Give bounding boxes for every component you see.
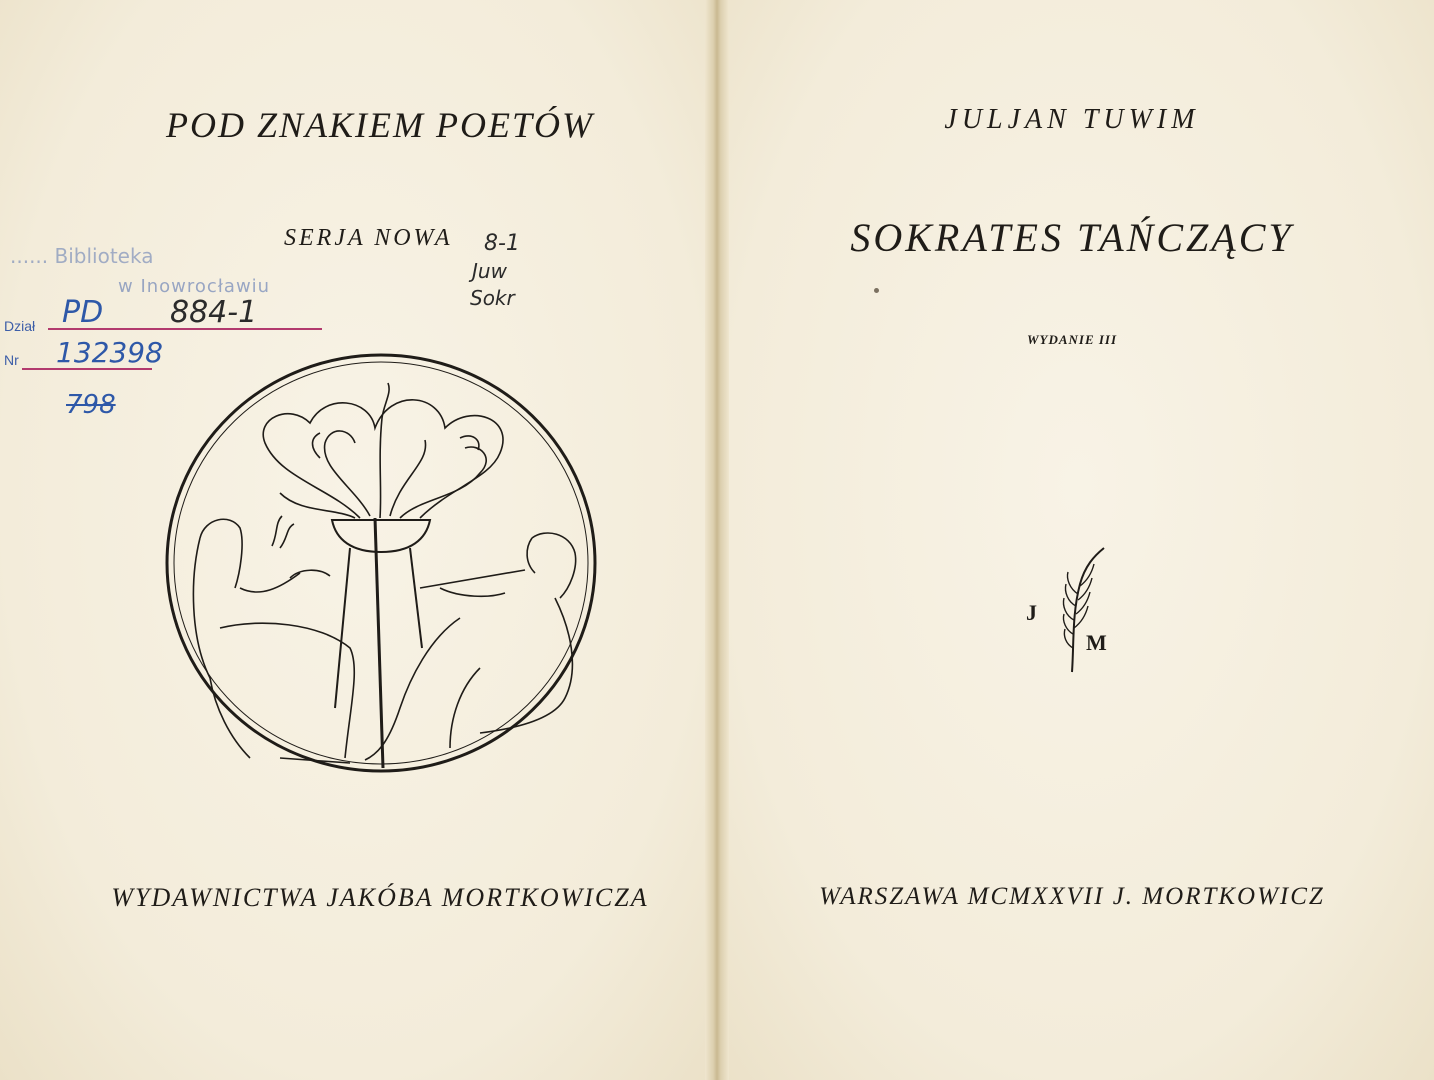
stamp-label-nr: Nr: [4, 352, 19, 368]
series-title: POD ZNAKIEM POETÓW: [166, 105, 594, 145]
shelf-mark-line-2: Sokr: [470, 286, 515, 310]
imprint: WARSZAWA MCMXXVII J. MORTKOWICZ: [819, 883, 1325, 910]
book-title: SOKRATES TAŃCZĄCY: [850, 215, 1294, 260]
series-number-handwritten: 8-1: [484, 231, 520, 256]
publisher-left: WYDAWNICTWA JAKÓBA MORTKOWICZA: [111, 883, 649, 912]
stamp-faded-line-1: ...... Biblioteka: [10, 244, 154, 268]
edition-label: WYDANIE III: [1026, 332, 1118, 347]
author-name: JULJAN TUWIM: [944, 104, 1200, 135]
shelf-mark-line-1: Juw: [472, 259, 507, 283]
stamp-dzial-number: 884-1: [170, 295, 258, 330]
logo-letter-m: M: [1086, 630, 1107, 655]
speck: [874, 288, 879, 293]
medallion-engraving-icon: [160, 348, 602, 778]
stamp-crossed-number: 798: [66, 390, 116, 420]
wheat-ear-logo-icon: [1022, 544, 1122, 674]
logo-letter-j: J: [1026, 600, 1037, 625]
stamp-dzial-value: PD: [62, 295, 104, 330]
right-page: [722, 0, 1434, 1080]
stamp-nr-value: 132398: [56, 336, 163, 369]
series-subtitle: SERJA NOWA: [284, 225, 453, 251]
book-gutter: [705, 0, 729, 1080]
stamp-label-dzial: Dział: [4, 318, 36, 334]
stamp-faded-line-2: w Inowrocławiu: [118, 276, 271, 297]
